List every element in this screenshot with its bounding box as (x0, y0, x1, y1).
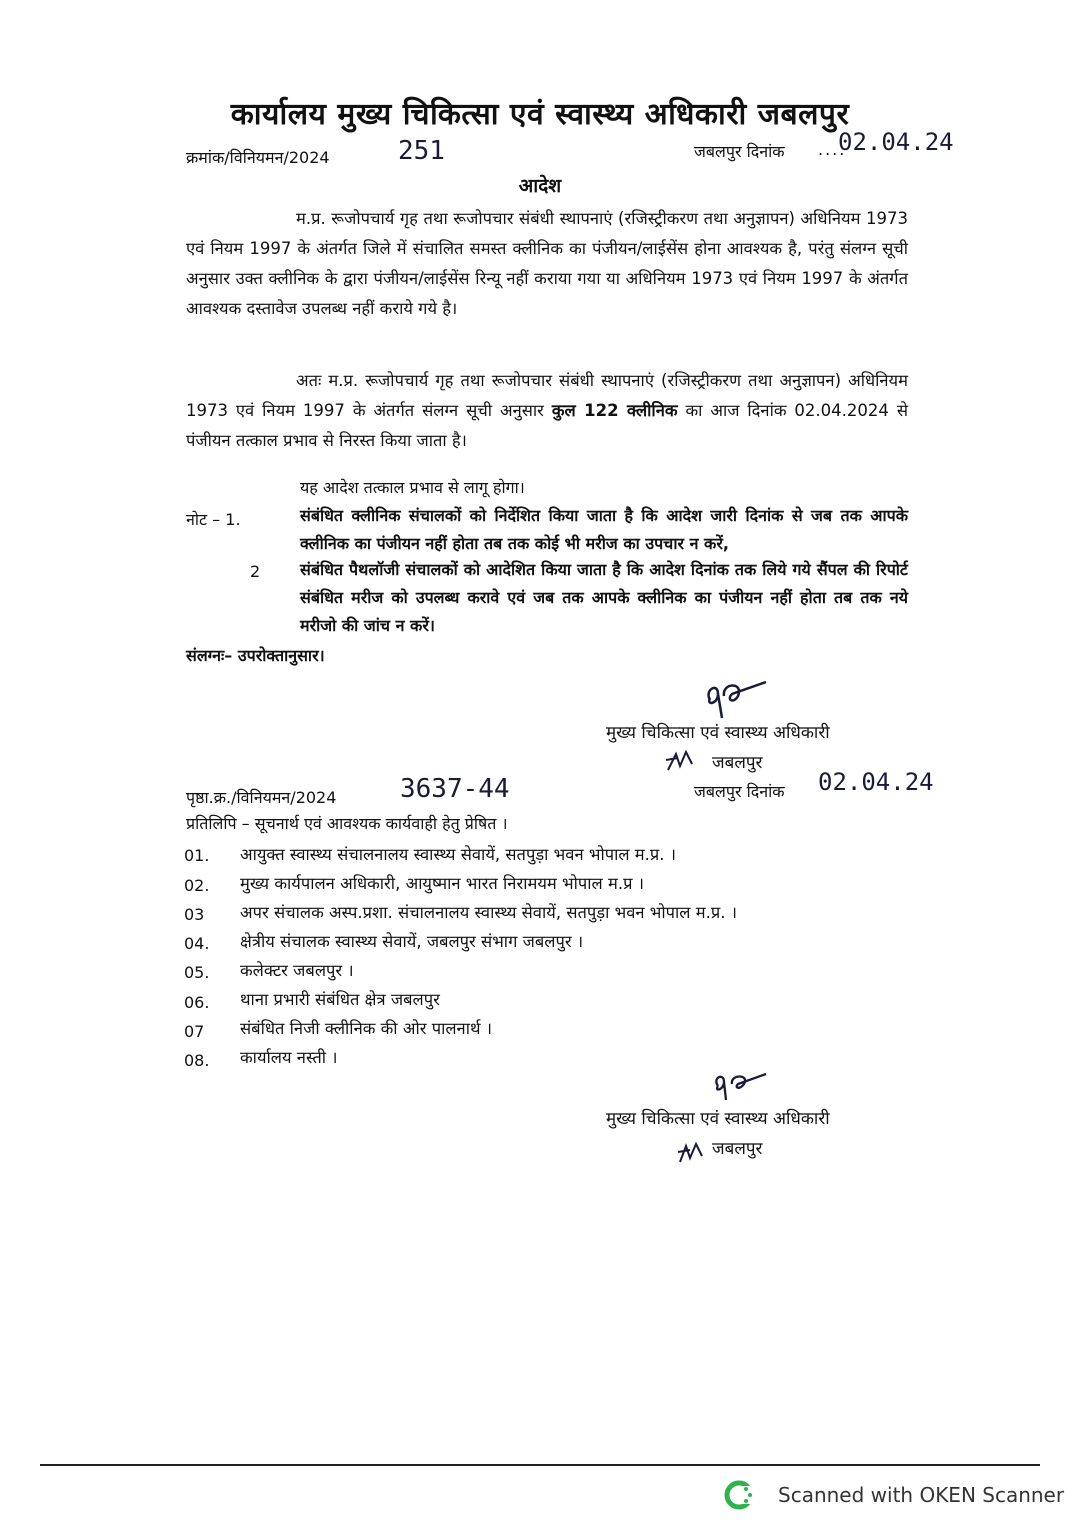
date-dots: .... (818, 140, 847, 159)
paragraph-2-part1: अतः म.प्र. रूजोपचार्य गृह तथा रूजोपचार संबंधी स्थापनाएं (रजिस्ट्रीकरण तथा अनुज्ञापन) अधिनियम 1973 एवं नियम 1997 के अंतर्गत संलग्न सूची अनुसार (186, 371, 908, 420)
list-item: कलेक्टर जबलपुर । (240, 961, 354, 980)
endorsement-date-value: 02.04.24 (818, 768, 934, 796)
signature-1-mark (696, 672, 796, 722)
effective-line: यह आदेश तत्काल प्रभाव से लागू होगा। (300, 478, 525, 497)
list-item: क्षेत्रीय संचालक स्वास्थ्य सेवायें, जबलपुर संभाग जबलपुर । (240, 932, 584, 951)
signature-1-place: जबलपुर (712, 753, 763, 773)
list-item-number: 05. (184, 963, 210, 982)
signature-2-place: जबलपुर (712, 1139, 763, 1159)
enclosure: संलग्नः– उपरोक्तानुसार। (186, 646, 325, 665)
list-item-number: 08. (184, 1051, 210, 1070)
ref-number: 251 (398, 136, 445, 166)
date-label: जबलपुर दिनांक (694, 142, 785, 161)
endorsement-ref-number: 3637-44 (400, 774, 510, 804)
paragraph-2 (186, 366, 908, 456)
oken-scanner-logo-icon (724, 1480, 754, 1510)
ref-label: क्रमांक/विनियमन/2024 (186, 148, 330, 167)
list-item-number: 06. (184, 993, 210, 1012)
list-item: अपर संचालक अस्प.प्रशा. संचालनालय स्वास्थ्य सेवायें, सतपुड़ा भवन भोपाल म.प्र. । (240, 903, 737, 922)
list-item: थाना प्रभारी संबंधित क्षेत्र जबलपुर (240, 990, 440, 1009)
endorsement-ref-label: पृष्ठा.क्र./विनियमन/2024 (186, 788, 337, 807)
list-item-number: 03 (184, 905, 205, 924)
signature-1-initial (664, 748, 704, 776)
signature-2-designation: मुख्य चिकित्सा एवं स्वास्थ्य अधिकारी (606, 1109, 830, 1129)
copy-line: प्रतिलिपि – सूचनार्थ एवं आवश्यक कार्यवाही हेतु प्रेषित । (186, 814, 508, 833)
endorsement-date-label: जबलपुर दिनांक (694, 782, 785, 801)
list-item-number: 07 (184, 1022, 205, 1041)
list-item-number: 04. (184, 934, 210, 953)
list-item-number: 02. (184, 876, 210, 895)
footer-divider (40, 1464, 1040, 1466)
note-1: संबंधित क्लीनिक संचालकों को निर्देशित किया जाता है कि आदेश जारी दिनांक से जब तक आपके क्लीनिक का पंजीयन नहीं होता तब तक कोई भी मरीज का उपचार न करें, (300, 506, 908, 553)
note-2: संबंधित पैथलॉजी संचालकों को आदेशित किया जाता है कि आदेश दिनांक तक लिये गये सैंपल की रिपोर्ट संबंधित मरीज को उपलब्ध करावे एवं जब तक आपके क्लीनिक का पंजीयन नहीं होता तब तक नये मरीजो की जांच न करें। (300, 560, 908, 635)
order-title: आदेश (518, 175, 562, 197)
note-2-number: 2 (250, 562, 261, 581)
list-item: आयुक्त स्वास्थ्य संचालनालय स्वास्थ्य सेवायें, सतपुड़ा भवन भोपाल म.प्र. । (240, 845, 677, 864)
paragraph-2-bold: कुल 122 क्लीनिक (551, 401, 678, 420)
office-title: कार्यालय मुख्य चिकित्सा एवं स्वास्थ्य अधिकारी जबलपुर (230, 97, 850, 132)
list-item: संबंधित निजी क्लीनिक की ओर पालनार्थ । (240, 1019, 493, 1038)
scanner-watermark-text: Scanned with OKEN Scanner (778, 1483, 1065, 1507)
paragraph-2-part2: का आज दिनांक 02.04.2024 से पंजीयन तत्काल प्रभाव से निरस्त किया जाता है। (186, 401, 908, 450)
paragraph-1-text: म.प्र. रूजोपचार्य गृह तथा रूजोपचार संबंधी स्थापनाएं (रजिस्ट्रीकरण तथा अनुज्ञापन) अधिनियम 1973 एवं नियम 1997 के अंतर्गत जिले में संचालित समस्त क्लीनिक का पंजीयन/लाईसेंस होना आवश्यक है, परंतु संलग्न सूची अनुसार उक्त क्लीनिक के द्वारा पंजीयन/लाईसेंस रिन्यू नहीं कराया गया या अधिनियम 1973 एवं नियम 1997 के अंतर्गत आवश्यक दस्तावेज उपलब्ध नहीं कराये गये है। (186, 209, 908, 318)
note-label: नोट – 1. (186, 510, 241, 529)
signature-2-initial (676, 1138, 712, 1168)
list-item: मुख्य कार्यपालन अधिकारी, आयुष्मान भारत निरामयम भोपाल म.प्र । (240, 874, 644, 893)
date-value: 02.04.24 (838, 128, 954, 156)
signature-1-designation: मुख्य चिकित्सा एवं स्वास्थ्य अधिकारी (606, 723, 830, 743)
list-item: कार्यालय नस्ती । (240, 1048, 338, 1067)
signature-2-mark (706, 1066, 796, 1106)
paragraph-1 (186, 204, 908, 324)
list-item-number: 01. (184, 846, 210, 865)
